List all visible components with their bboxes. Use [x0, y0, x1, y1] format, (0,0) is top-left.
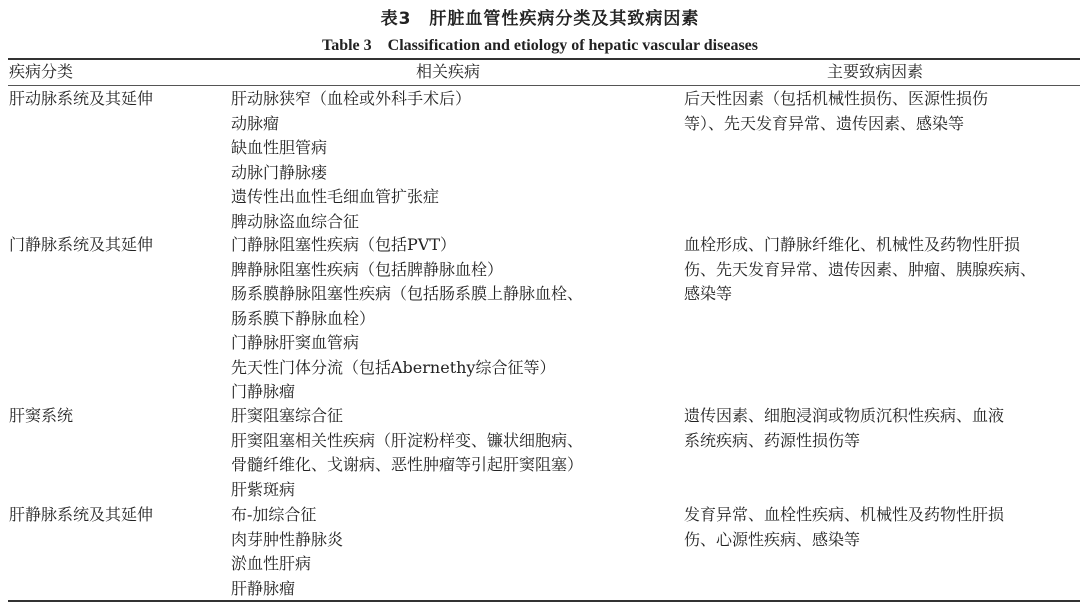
factor-line: 系统疾病、药源性损伤等: [684, 430, 861, 450]
disease-item: 肠系膜静脉阻塞性疾病（包括肠系膜上静脉血栓、: [231, 284, 584, 303]
header-col-factors: 主要致病因素: [826, 62, 923, 81]
disease-item: 肝动脉狭窄（血栓或外科手术后）: [231, 89, 472, 108]
factor-line: 后天性因素（包括机械性损伤、医源性损伤: [684, 89, 989, 108]
disease-item: 布-加综合征: [231, 505, 317, 524]
disease-item: 肝静脉瘤: [231, 578, 296, 598]
disease-item: 缺血性胆管病: [231, 138, 328, 157]
disease-item: 先天性门体分流（包括Abernethy综合征等）: [231, 357, 556, 377]
table-title-en: Table 3 Classification and etiology of hepatic vascular diseases: [321, 37, 759, 54]
row-category: 肝窦系统: [9, 406, 74, 425]
factor-line: 血栓形成、门静脉纤维化、机械性及药物性肝损: [684, 235, 1021, 254]
row-diseases: [231, 404, 671, 502]
disease-item: 门静脉肝窦血管病: [231, 333, 360, 352]
row-factors: [684, 503, 1069, 552]
row-factors: [684, 233, 1069, 307]
disease-item: 动脉门静脉瘘: [231, 162, 328, 182]
top-rule: [8, 58, 1080, 60]
disease-item: 肝窦阻塞综合征: [231, 406, 344, 425]
header-col-category: 疾病分类: [9, 62, 74, 81]
disease-item: 动脉瘤: [231, 113, 280, 133]
factor-line: 遗传因素、细胞浸润或物质沉积性疾病、血液: [684, 406, 1005, 425]
row-diseases: [231, 233, 671, 405]
disease-item: 脾动脉盗血综合征: [231, 211, 360, 231]
disease-item: 肉芽肿性静脉炎: [231, 529, 344, 549]
header-rule: [8, 85, 1080, 86]
disease-item: 门静脉阻塞性疾病（包括PVT）: [231, 235, 456, 254]
disease-item: 淤血性肝病: [231, 554, 312, 573]
table-title-cn: 表3 肝脏血管性疾病分类及其致病因素: [380, 9, 700, 29]
factor-line: 发育异常、血栓性疾病、机械性及药物性肝损: [684, 505, 1005, 524]
row-diseases: [231, 87, 671, 234]
bottom-rule: [8, 600, 1080, 602]
factor-line: 伤、先天发育异常、遗传因素、肿瘤、胰腺疾病、: [684, 259, 1037, 279]
disease-item: 肝窦阻塞相关性疾病（肝淀粉样变、镰状细胞病、: [231, 430, 584, 450]
factor-line: 感染等: [684, 284, 733, 303]
row-category: 门静脉系统及其延伸: [9, 235, 154, 254]
disease-item: 肠系膜下静脉血栓）: [231, 308, 376, 328]
row-diseases: [231, 503, 671, 601]
disease-item: 肝紫斑病: [231, 479, 296, 499]
disease-item: 门静脉瘤: [231, 382, 296, 401]
row-category: 肝静脉系统及其延伸: [9, 505, 154, 524]
disease-item: 骨髓纤维化、戈谢病、恶性肿瘤等引起肝窦阻塞）: [231, 455, 584, 474]
row-factors: [684, 87, 1069, 136]
header-col-diseases: 相关疾病: [415, 62, 480, 81]
disease-item: 遗传性出血性毛细血管扩张症: [231, 187, 440, 206]
factor-line: 等）、先天发育异常、遗传因素、感染等: [684, 113, 965, 133]
factor-line: 伤、心源性疾病、感染等: [684, 529, 861, 549]
disease-item: 脾静脉阻塞性疾病（包括脾静脉血栓）: [231, 259, 504, 279]
row-category: 肝动脉系统及其延伸: [9, 89, 154, 108]
row-factors: [684, 404, 1069, 453]
